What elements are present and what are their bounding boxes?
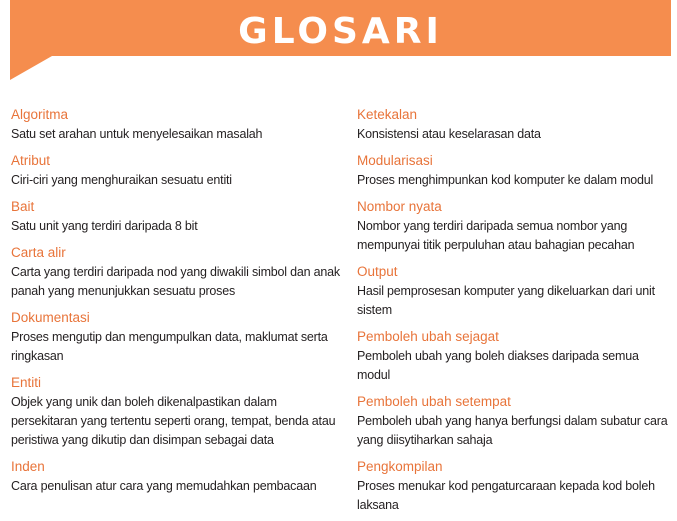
glossary-term: Entiti [11, 375, 42, 390]
glossary-column-left [11, 104, 341, 502]
glossary-definition: Ciri-ciri yang menghuraikan sesuatu entiti [11, 173, 232, 187]
glossary-entry [11, 456, 341, 496]
page-title: GLOSARI [238, 11, 443, 52]
glossary-definition: Cara penulisan atur cara yang memudahkan pembacaan [11, 479, 317, 493]
glossary-term: Atribut [11, 153, 51, 168]
glossary-term: Pemboleh ubah sejagat [357, 329, 499, 344]
glossary-entry [11, 242, 341, 301]
glossary-definition: Pemboleh ubah yang hanya berfungsi dalam subatur cara yang diisytiharkan sahaja [357, 414, 668, 447]
glossary-entry [357, 150, 675, 190]
glossary-entry [357, 196, 675, 255]
glossary-term: Pengkompilan [357, 459, 443, 474]
glossary-definition: Proses menukar kod pengaturcaraan kepada kod boleh laksana [357, 479, 655, 512]
glossary-entry [11, 150, 341, 190]
glossary-term: Bait [11, 199, 35, 214]
glossary-definition: Carta yang terdiri daripada nod yang diwakili simbol dan anak panah yang menunjukkan sesuatu proses [11, 265, 340, 298]
glossary-entry [11, 307, 341, 366]
glossary-entry [11, 104, 341, 144]
glossary-banner [10, 0, 671, 80]
glossary-entry [357, 104, 675, 144]
glossary-term: Inden [11, 459, 45, 474]
glossary-definition: Proses menghimpunkan kod komputer ke dalam modul [357, 173, 654, 187]
glossary-term: Modularisasi [357, 153, 433, 168]
glossary-term: Pemboleh ubah setempat [357, 394, 511, 409]
glossary-entry [357, 391, 675, 450]
glossary-definition: Satu set arahan untuk menyelesaikan masalah [11, 127, 263, 141]
glossary-definition: Nombor yang terdiri daripada semua nombor yang mempunyai titik perpuluhan atau bahagian pecahan [357, 219, 635, 252]
glossary-definition: Konsistensi atau keselarasan data [357, 127, 541, 141]
glossary-definition: Pemboleh ubah yang boleh diakses daripada semua modul [357, 349, 639, 382]
glossary-entry [357, 326, 675, 385]
glossary-definition: Objek yang unik dan boleh dikenalpastikan dalam persekitaran yang tertentu seperti orang, tempat, benda atau peristiwa yang dikutip dan disimpan sebagai data [11, 395, 336, 447]
glossary-term: Nombor nyata [357, 199, 442, 214]
glossary-entry [11, 372, 341, 450]
glossary-term: Algoritma [11, 107, 69, 122]
glossary-entry [357, 261, 675, 320]
glossary-column-right [357, 104, 675, 521]
glossary-entry [11, 196, 341, 236]
glossary-term: Output [357, 264, 398, 279]
glossary-definition: Satu unit yang terdiri daripada 8 bit [11, 219, 198, 233]
glossary-definition: Proses mengutip dan mengumpulkan data, maklumat serta ringkasan [11, 330, 328, 363]
glossary-term: Dokumentasi [11, 310, 90, 325]
glossary-term: Ketekalan [357, 107, 418, 122]
glossary-definition: Hasil pemprosesan komputer yang dikeluarkan dari unit sistem [357, 284, 655, 317]
glossary-entry [357, 456, 675, 515]
glossary-term: Carta alir [11, 245, 66, 260]
